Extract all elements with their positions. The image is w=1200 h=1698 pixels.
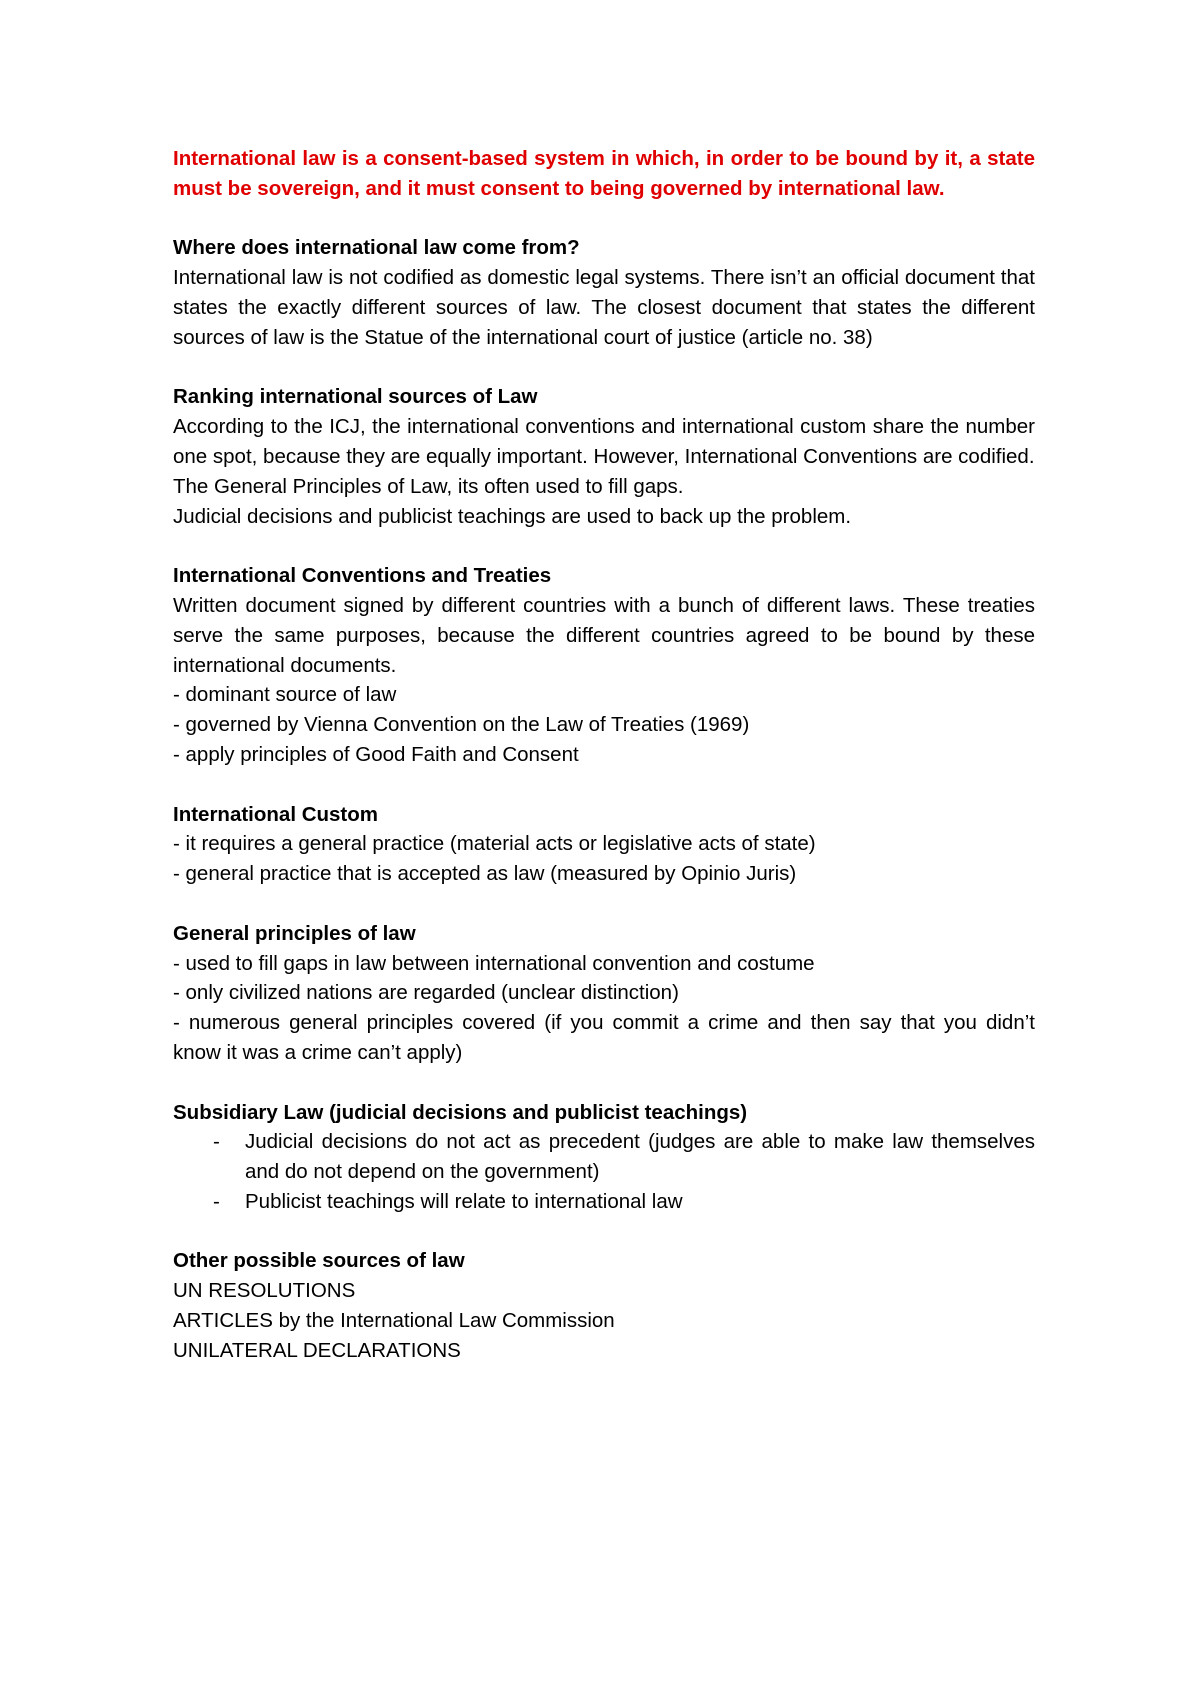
list-item: ARTICLES by the International Law Commission — [173, 1309, 615, 1333]
list-item: - it requires a general practice (material acts or legislative acts of state) — [173, 832, 816, 856]
section-ranking — [173, 382, 1035, 531]
document-page — [173, 144, 1035, 1366]
dash-list — [173, 680, 1035, 769]
section-paragraph: Written document signed by different countries with a bunch of different laws. These treaties serve the same purposes, because the different countries agreed to be bound by these international documents. — [173, 593, 1035, 677]
section-paragraph: According to the ICJ, the international conventions and international custom share the number one spot, because they are equally important. However, International Conventions are codified. — [173, 415, 1035, 468]
list-item — [173, 1127, 1035, 1187]
section-paragraph: International law is not codified as domestic legal systems. There isn’t an official document that states the exactly different sources of law. The closest document that states the different sources of law is the Statue of the international court of justice (article no. 38) — [173, 266, 1035, 349]
dash-list — [173, 949, 1035, 1068]
list-item: - numerous general principles covered (if you commit a crime and then say that you didn’t know it was a crime can’t apply) — [173, 1011, 1035, 1064]
section-heading: International Conventions and Treaties — [173, 564, 552, 588]
section-subsidiary — [173, 1098, 1035, 1217]
section-line: The General Principles of Law, its often used to fill gaps. — [173, 474, 684, 498]
indented-list — [173, 1127, 1035, 1216]
dash-bullet: - — [213, 1130, 220, 1154]
list-item: UNILATERAL DECLARATIONS — [173, 1338, 461, 1362]
section-heading: Where does international law come from? — [173, 236, 580, 260]
section-heading: General principles of law — [173, 921, 416, 945]
list-item: - governed by Vienna Convention on the Law of Treaties (1969) — [173, 713, 750, 737]
list-item-text: Publicist teachings will relate to international law — [245, 1189, 683, 1213]
dash-list — [173, 829, 1035, 889]
intro-statement: International law is a consent-based system in which, in order to be bound by it, a state must be sovereign, and it must consent to being governed by international law. — [173, 147, 1035, 200]
section-heading: Ranking international sources of Law — [173, 385, 538, 409]
section-line: Judicial decisions and publicist teachings are used to back up the problem. — [173, 504, 852, 528]
section-heading: Other possible sources of law — [173, 1249, 465, 1273]
list-item: - dominant source of law — [173, 683, 397, 707]
list-item-text: Judicial decisions do not act as precedent (judges are able to make law themselves and do not depend on the government) — [245, 1130, 1035, 1184]
section-heading: International Custom — [173, 802, 379, 826]
section-other — [173, 1246, 1035, 1365]
list-item: - apply principles of Good Faith and Consent — [173, 742, 579, 766]
section-heading: Subsidiary Law (judicial decisions and publicist teachings) — [173, 1100, 748, 1124]
dash-bullet: - — [213, 1189, 220, 1213]
list-item: - only civilized nations are regarded (unclear distinction) — [173, 981, 679, 1005]
list-item: - general practice that is accepted as law (measured by Opinio Juris) — [173, 862, 797, 886]
list-item: UN RESOLUTIONS — [173, 1279, 356, 1303]
section-custom — [173, 800, 1035, 889]
list-item: - used to fill gaps in law between international convention and costume — [173, 951, 815, 975]
section-origin — [173, 233, 1035, 352]
section-conventions — [173, 561, 1035, 770]
section-principles — [173, 919, 1035, 1068]
list-item — [173, 1187, 1035, 1217]
